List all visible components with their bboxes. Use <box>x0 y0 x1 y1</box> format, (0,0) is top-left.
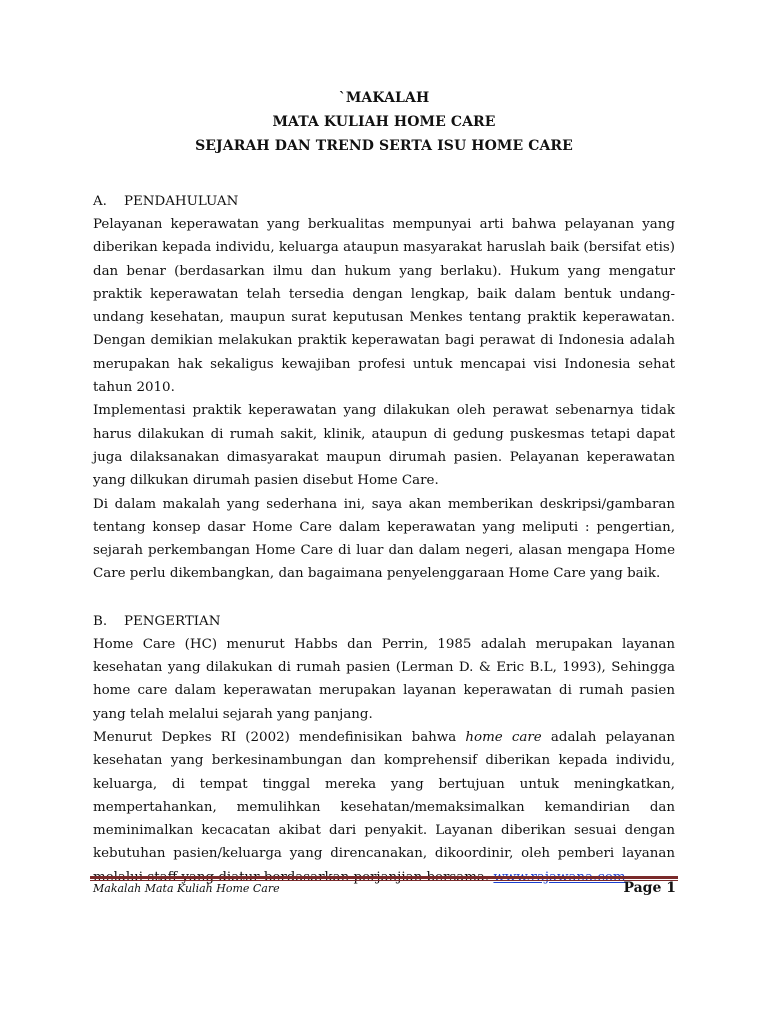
section-spacer <box>93 586 675 610</box>
footer-divider <box>90 876 678 879</box>
section-a-paragraph-1: Pelayanan keperawatan yang berkualitas mempunyai arti bahwa pelayanan yang diberikan kepada individu, keluarga ataupun masyarakat haruslah baik (bersifat etis) dan benar (berdasarkan ilmu dan hukum yang berlaku). Hukum yang mengatur praktik keperawatan telah tersedia dengan lengkap, baik dalam bentuk undang-undang kesehatan, maupun surat keputusan Menkes tentang praktik keperawatan. Dengan demikian melakukan praktik keperawatan bagi perawat di Indonesia adalah merupakan hak sekaligus kewajiban profesi untuk mencapai visi Indonesia sehat tahun 2010. <box>93 217 675 396</box>
section-b-heading <box>93 610 675 633</box>
section-a-heading <box>93 190 675 213</box>
paragraph-text-after: adalah pelayanan kesehatan yang berkesinambungan dan komprehensif diberikan kepada individu, keluarga, di tempat tinggal mereka yang bertujuan untuk meningkatkan, mempertahankan, memulihkan kesehatan/memaksimalkan kemandirian dan meminimalkan kecacatan akibat dari penyakit. Layanan diberikan sesuai dengan kebutuhan pasien/keluarga yang direncanakan, dikoordinir, oleh pemberi layanan <box>93 729 676 862</box>
title-course: MATA KULIAH HOME CARE <box>272 114 496 130</box>
section-b-paragraph-1: Home Care (HC) menurut Habbs dan Perrin, 1985 adalah merupakan layanan kesehatan yang dilakukan di rumah pasien (Lerman D. & Eric B.L, 1993), Sehingga home care dalam keperawatan merupakan layanan keperawatan di rumah pasien yang telah melalui sejarah yang panjang. <box>93 636 675 722</box>
section-b-title: PENGERTIAN <box>124 613 221 629</box>
paragraph-text-before: Menurut Depkes RI (2002) mendefinisikan bahwa <box>93 729 466 745</box>
page-number: Page 1 <box>623 880 676 896</box>
section-b-number: B. <box>93 613 108 629</box>
title-block <box>0 86 768 158</box>
title-topic: SEJARAH DAN TREND SERTA ISU HOME CARE <box>195 138 573 154</box>
document-body <box>93 190 675 889</box>
section-a-number: A. <box>93 194 107 209</box>
section-b-paragraph-2 <box>93 726 675 889</box>
section-a-title: PENDAHULUAN <box>124 194 239 209</box>
title-makalah: `MAKALAH <box>338 90 430 106</box>
footer-divider-thin <box>90 880 678 881</box>
home-care-italic: home care <box>465 729 542 745</box>
footer-title: Makalah Mata Kuliah Home Care <box>93 882 280 895</box>
section-a-paragraph-2: Implementasi praktik keperawatan yang dilakukan oleh perawat sebenarnya tidak harus dilakukan di rumah sakit, klinik, ataupun di gedung puskesmas tetapi dapat juga dilaksanakan dimasyarakat maupun dirumah pasien. Pelayanan keperawatan yang dilkukan dirumah pasien disebut Home Care. <box>93 403 675 489</box>
section-a-paragraph-3: Di dalam makalah yang sederhana ini, saya akan memberikan deskripsi/gambaran tentang konsep dasar Home Care dalam keperawatan yang meliputi : pengertian, sejarah perkembangan Home Care di luar dan dalam negeri, alasan mengapa Home Care perlu dikembangkan, dan bagaimana penyelenggaraan Home Care yang baik. <box>93 496 675 582</box>
